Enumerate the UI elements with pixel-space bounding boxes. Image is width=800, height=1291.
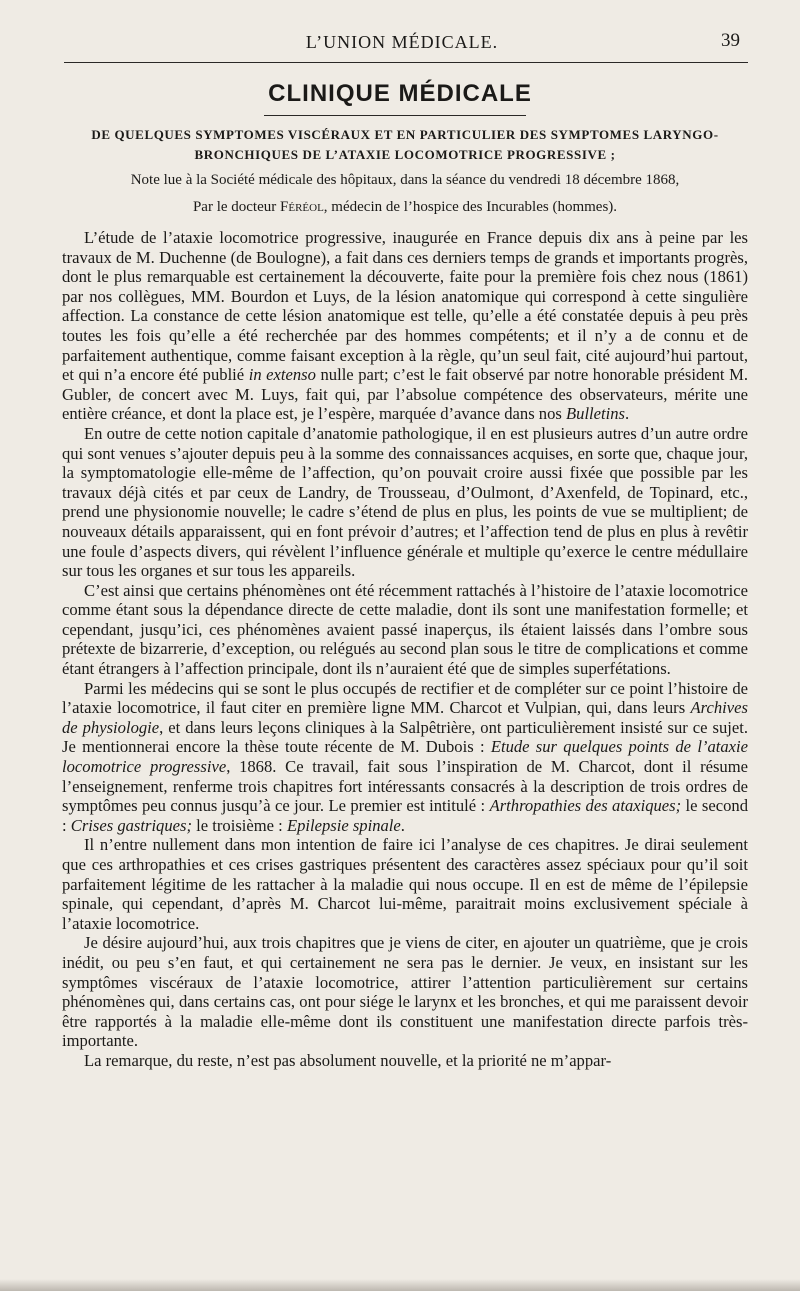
article-note: Note lue à la Société médicale des hôpitaux, dans la séance du vendredi 18 décembre 1868, xyxy=(130,172,680,188)
paragraph-text: . xyxy=(625,404,630,424)
page-edge-shadow xyxy=(0,1279,800,1291)
paragraph-text: . xyxy=(400,815,405,835)
author-prefix: Par le docteur xyxy=(192,199,281,215)
page-number: 39 xyxy=(721,30,740,51)
paragraph-text: le second : xyxy=(62,796,749,835)
paragraph-text: le troisième : xyxy=(192,815,287,835)
author-name: Féréol xyxy=(280,199,324,215)
italic-phrase: Archives de physiologie xyxy=(62,698,748,737)
italic-phrase: Crises gastriques; xyxy=(70,815,193,835)
paragraph-7: La remarque, du reste, n’est pas absolument nouvelle, et la priorité ne m’appar- xyxy=(84,1050,612,1070)
paragraph-5: Il n’entre nullement dans mon intention de faire ici l’analyse de ces chapitres. Je dirai seulement que ces arthropathies et ces crises gastriques présentent des caractères assez spéciaux pour qu’il soit parfaitement légitime de les rattacher à la maladie qui nous occupe. Il en est de même de l’épilepsie spinale, qui cependant, d’après M. Charcot lui-même, paraitrait moins exclusivement spéciale à l’ataxie locomotrice. xyxy=(62,835,748,933)
paragraph-text: Parmi les médecins qui se sont le plus occupés de rectifier et de compléter sur ce point l’histoire de l’ataxie locomotrice, il faut citer en première ligne MM. Charcot et Vulpian, qui, dans leurs xyxy=(62,678,748,718)
paragraph-3: C’est ainsi que certains phénomènes ont été récemment rattachés à l’histoire de l’ataxie locomotrice comme étant sous la dépendance directe de cette maladie, dont ils sont une manifestation formelle; et cependant, jusqu’ici, ces phénomènes avaient passé inaperçus, ils étaient laissés dans l’ombre sous prétexte de bizarrerie, d’exception, ou relégués au second plan sous le titre de complications et comme étant étrangers à l’affection principale, dont ils n’auraient été que de simples superfétations. xyxy=(62,580,748,679)
header-rule xyxy=(64,62,748,63)
italic-phrase: Etude sur quelques points de l’ataxie locomotrice progressive xyxy=(62,737,748,777)
author-affiliation: , médecin de l’hospice des Incurables (hommes). xyxy=(323,199,618,215)
paragraph-1 xyxy=(62,228,748,424)
paragraph-4 xyxy=(62,679,748,836)
italic-phrase: Arthropathies des ataxiques; xyxy=(489,796,682,816)
section-title-rule xyxy=(264,115,526,116)
paragraph-text: , et dans leurs leçons cliniques à la Salpêtrière, ont particulièrement insisté sur ce sujet. Je mentionnerai encore la thèse toute récente de M. Dubois : xyxy=(62,717,748,757)
running-title: L’UNION MÉDICALE. xyxy=(305,32,499,52)
italic-phrase: Bulletins xyxy=(566,404,626,424)
paragraph-text: , 1868. Ce travail, fait sous l’inspiration de M. Charcot, dont il résume l’enseignement, renferme trois chapitres fort intéressants consacrés à la description de trois ordres de symptômes peu connus jusqu’à ce jour. Le premier est intitulé : xyxy=(62,757,748,816)
section-title: CLINIQUE MÉDICALE xyxy=(268,80,532,107)
paragraph-text: nulle part; c’est le fait observé par notre honorable président M. Gubler, de concert avec M. Luys, fait qui, par l’absolue compétence des observateurs, mérite une entière créance, et dont la place est, je l’espère, marquée d’avance dans nos xyxy=(62,365,748,424)
article-title: DE QUELQUES SYMPTOMES VISCÉRAUX ET EN PARTICULIER DES SYMPTOMES LARYNGO-BRONCHIQUES DE L’ATAXIE LOCOMOTRICE PROGRESSIVE ; xyxy=(91,127,719,162)
italic-phrase: in extenso xyxy=(248,365,316,385)
paragraph-text: L’étude de l’ataxie locomotrice progressive, inaugurée en France depuis dix ans à peine par les travaux de M. Duchenne (de Boulogne), a fait dans ces derniers temps de grands et importants progrès, dont le plus remarquable est certainement la découverte, faite pour la première fois chez nous (1861) par nos collègues, MM. Bourdon et Luys, de la lésion anatomique qui correspond à cette singulière affection. La constance de cette lésion anatomique est telle, qu’elle a été constatée depuis à peu près toutes les fois qu’elle a été recherchée par des hommes compétents; et il n’y a de connu et de parfaitement authentique, comme faisant exception à la règle, qu’un seul fait, cité aujourd’hui partout, et qui n’a encore été publié xyxy=(62,228,748,385)
article-body xyxy=(62,228,748,1071)
paragraph-6: Je désire aujourd’hui, aux trois chapitres que je viens de citer, en ajouter un quatrième, que je crois inédit, ou peu s’en faut, et qui certainement ne sera pas le dernier. Je veux, en insistant sur les symptômes viscéraux de l’ataxie locomotrice, attirer l’attention particulièrement sur certains phénomènes qui, dans certains cas, ont pour siége le larynx et les bronches, et qui me paraissent devoir être rapportés à la maladie elle-même dont ils constituent une manifestation directe parfois très-importante. xyxy=(62,933,748,1051)
italic-phrase: Epilepsie spinale xyxy=(286,815,401,835)
author-line xyxy=(60,197,750,217)
paragraph-2: En outre de cette notion capitale d’anatomie pathologique, il en est plusieurs autres d’un autre ordre qui sont venues s’ajouter depuis peu à la somme des connaissances acquises, en sorte que, chaque jour, la symptomatologie elle-même de l’affection, qu’on pouvait croire aussi fixée que possible par les travaux déjà cités et par ceux de Landry, de Trousseau, d’Oulmont, d’Axenfeld, de Topinard, etc., prend une physionomie nouvelle; le cadre s’étend de plus en plus, les points de vue se multiplient; de nouveaux détails apparaissent, qui en font prévoir d’autres; et l’affection tend de plus en plus à revêtir une foule d’aspects divers, qui révèlent l’influence générale et multiple qu’exerce le centre médullaire sur tous les organes et sur tous les appareils. xyxy=(62,423,748,581)
running-head xyxy=(64,26,740,56)
